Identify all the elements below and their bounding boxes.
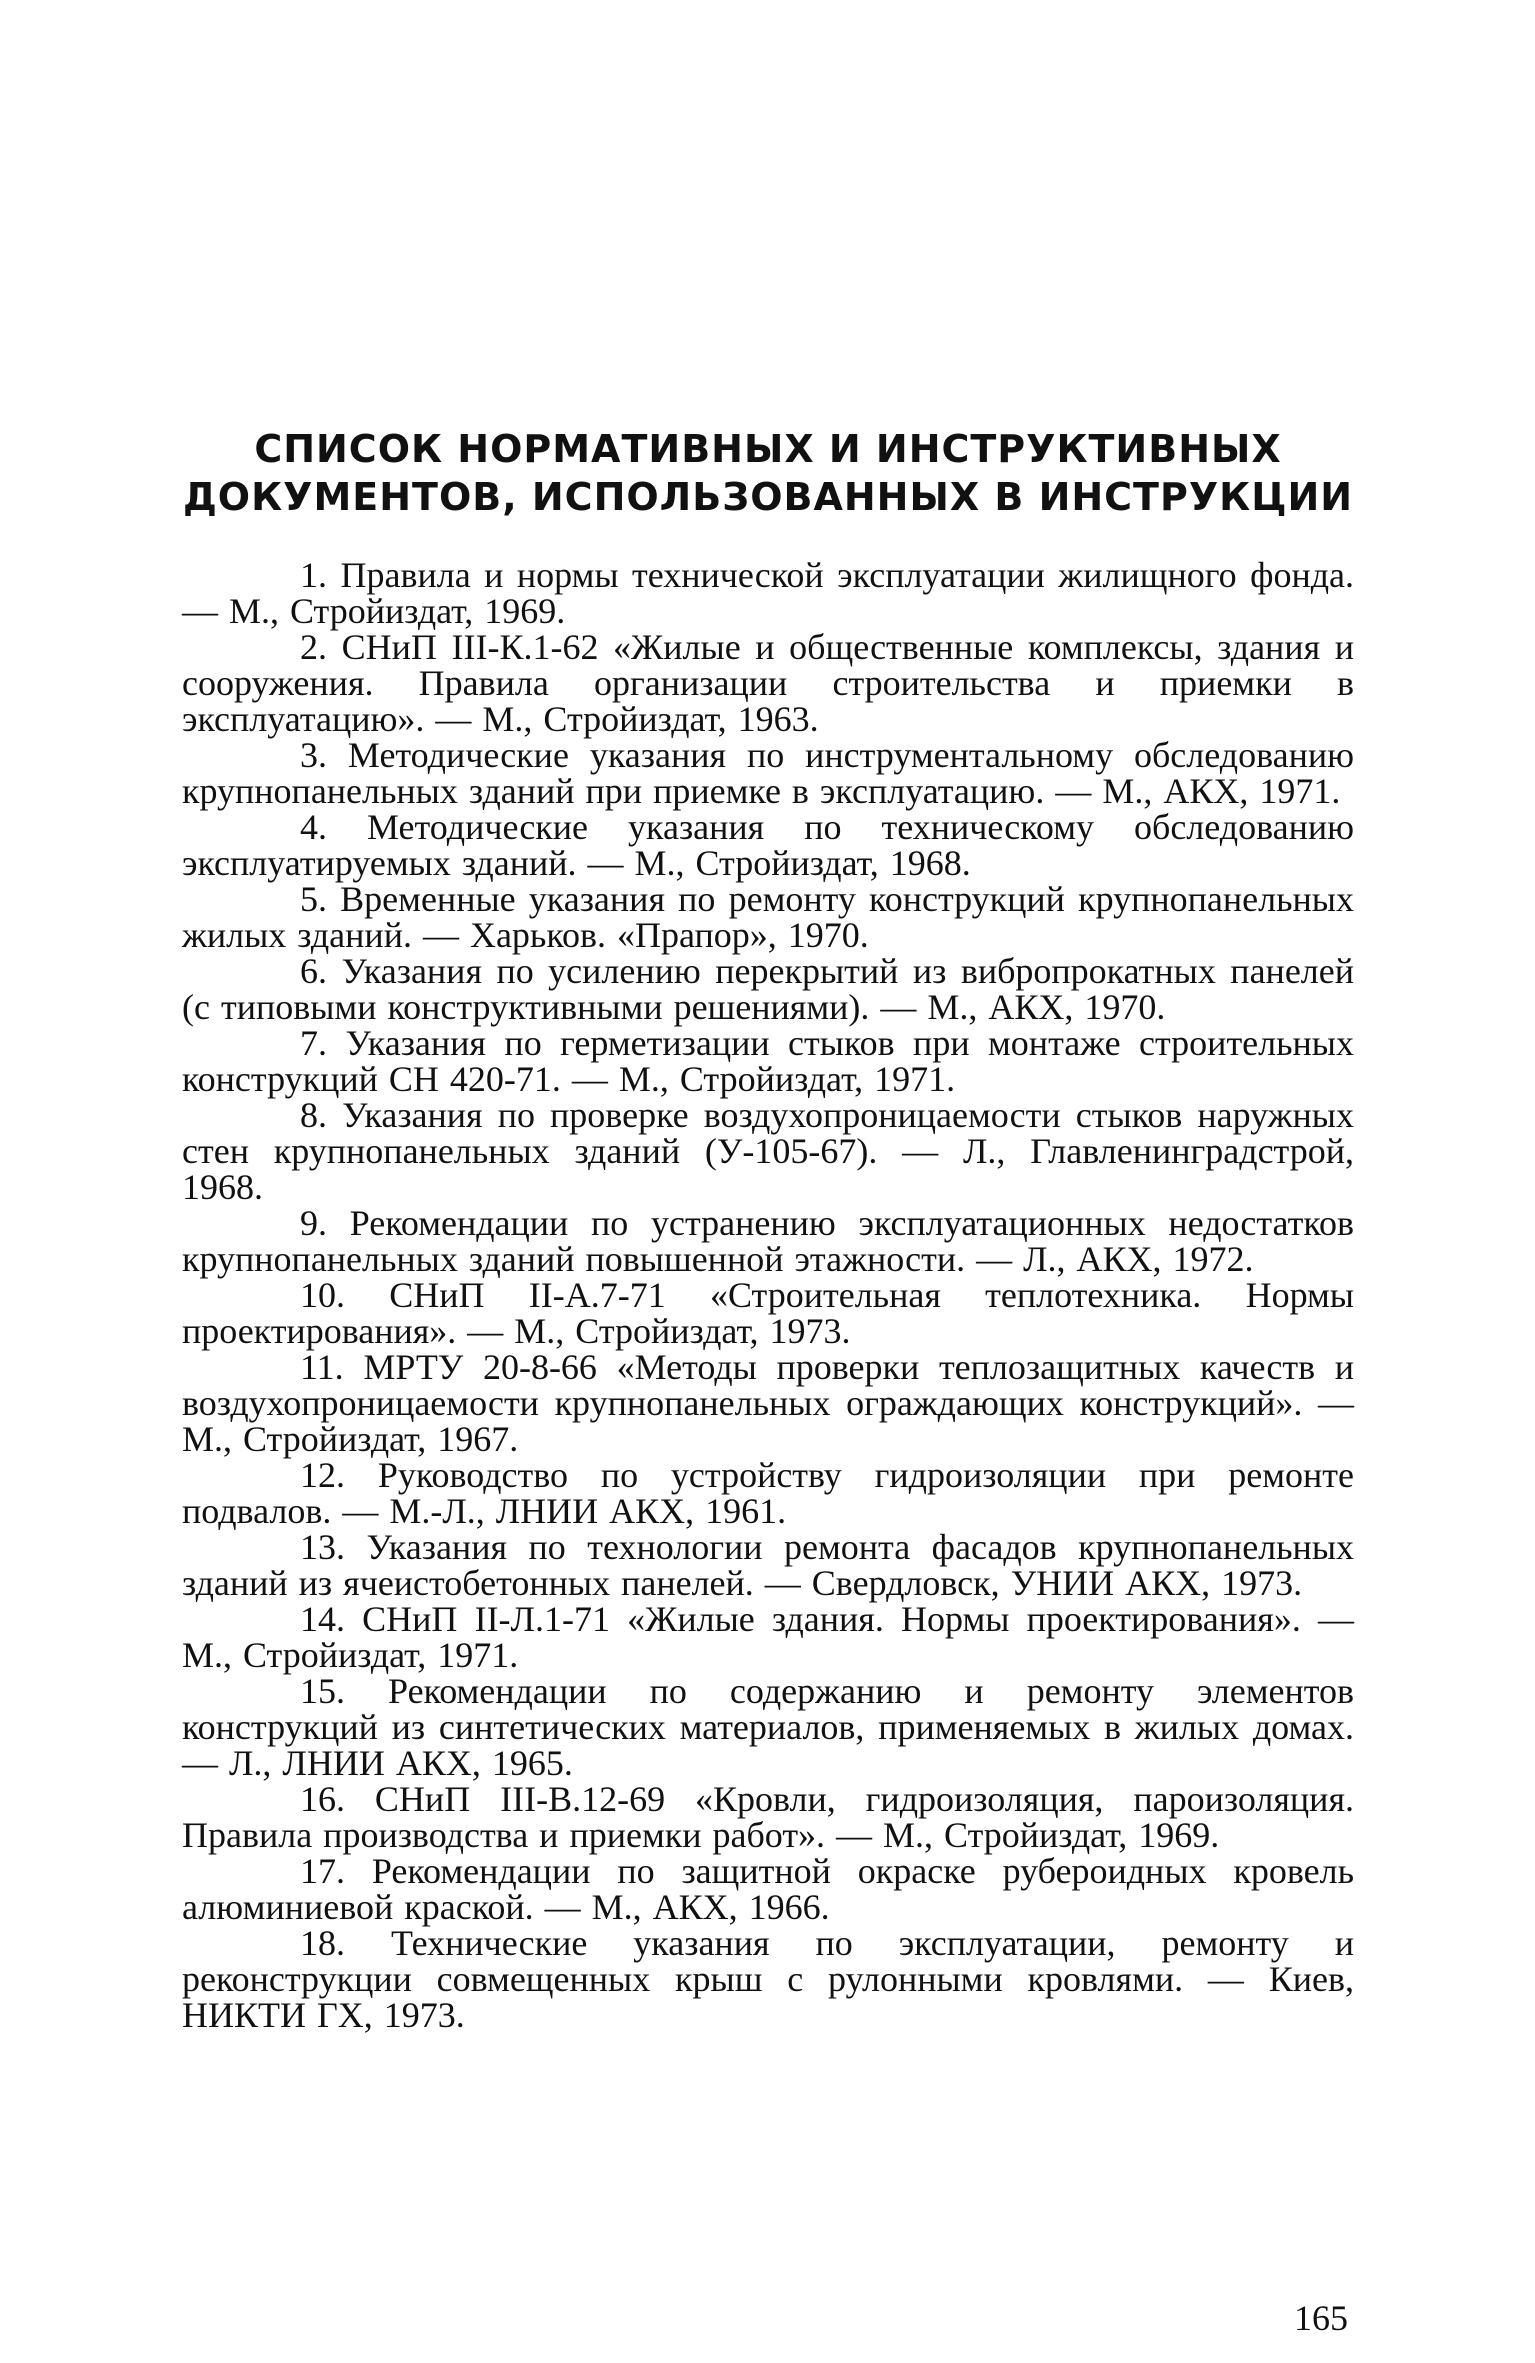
reference-text: СНиП II-Л.1-71 «Жилые здания. Нормы проектирования». — М., Стройиздат, 1971.	[182, 1599, 1355, 1675]
reference-number: 2.	[300, 627, 327, 667]
reference-text: Указания по проверке воздухопроницаемости стыков наружных стен крупнопанельных зданий (У-105-67). — Л., Главленинградстрой, 1968.	[182, 1095, 1354, 1207]
reference-text: СНиП III-К.1-62 «Жилые и общественные комплексы, здания и сооружения. Правила организации строительства и приемки в эксплуатацию». — М., Стройиздат, 1963.	[182, 627, 1354, 739]
title-line-2: ДОКУМЕНТОВ, ИСПОЛЬЗОВАННЫХ В ИНСТРУКЦИИ	[182, 475, 1354, 519]
reference-item	[182, 1529, 1354, 1601]
reference-text: Методические указания по инструментальному обследованию крупнопанельных зданий при приемке в эксплуатацию. — М., АКХ, 1971.	[182, 735, 1354, 811]
title-line-1: СПИСОК НОРМАТИВНЫХ И ИНСТРУКТИВНЫХ	[254, 427, 1282, 471]
reference-number: 1.	[300, 555, 327, 595]
reference-item	[182, 809, 1354, 881]
reference-item	[182, 629, 1354, 737]
reference-item	[182, 1457, 1354, 1529]
reference-number: 9.	[300, 1203, 327, 1243]
reference-text: СНиП II-А.7-71 «Строительная теплотехника. Нормы проектирования». — М., Стройиздат, 1973.	[182, 1275, 1354, 1351]
reference-item	[182, 1781, 1354, 1853]
reference-item	[182, 1025, 1354, 1097]
reference-text: Рекомендации по содержанию и ремонту элементов конструкций из синтетических материалов, применяемых в жилых домах. — Л., ЛНИИ АКХ, 1965.	[182, 1671, 1355, 1783]
reference-text: Указания по технологии ремонта фасадов крупнопанельных зданий из ячеистобетонных панелей. — Свердловск, УНИИ АКХ, 1973.	[182, 1527, 1355, 1603]
reference-text: Руководство по устройству гидроизоляции при ремонте подвалов. — М.-Л., ЛНИИ АКХ, 1961.	[182, 1455, 1355, 1531]
reference-item	[182, 557, 1354, 629]
reference-item	[182, 1205, 1354, 1277]
reference-item	[182, 953, 1354, 1025]
reference-number: 15.	[300, 1671, 345, 1711]
reference-text: Методические указания по техническому обследованию эксплуатируемых зданий. — М., Стройиздат, 1968.	[182, 807, 1355, 883]
reference-number: 4.	[300, 807, 327, 847]
reference-number: 16.	[300, 1779, 345, 1819]
reference-item	[182, 737, 1354, 809]
reference-number: 14.	[300, 1599, 345, 1639]
reference-text: Рекомендации по защитной окраске рубероидных кровель алюминиевой краской. — М., АКХ, 1966.	[182, 1851, 1355, 1927]
reference-number: 18.	[300, 1923, 345, 1963]
reference-item	[182, 1349, 1354, 1457]
reference-item	[182, 1601, 1354, 1673]
reference-item	[182, 1673, 1354, 1781]
reference-number: 13.	[300, 1527, 345, 1567]
reference-number: 6.	[300, 951, 327, 991]
reference-item	[182, 1853, 1354, 1925]
reference-number: 7.	[300, 1023, 327, 1063]
reference-text: Указания по герметизации стыков при монтаже строительных конструкций СН 420-71. — М., Стройиздат, 1971.	[182, 1023, 1354, 1099]
reference-text: МРТУ 20-8-66 «Методы проверки теплозащитных качеств и воздухопроницаемости крупнопанельных ограждающих конструкций». — М., Стройиздат, 1967.	[182, 1347, 1355, 1459]
reference-text: Временные указания по ремонту конструкций крупнопанельных жилых зданий. — Харьков. «Прапор», 1970.	[182, 879, 1354, 955]
reference-text: СНиП III-В.12-69 «Кровли, гидроизоляция, пароизоляция. Правила производства и приемки работ». — М., Стройиздат, 1969.	[182, 1779, 1354, 1855]
reference-text: Указания по усилению перекрытий из вибропрокатных панелей (с типовыми конструктивными решениями). — М., АКХ, 1970.	[182, 951, 1355, 1027]
reference-number: 10.	[300, 1275, 345, 1315]
reference-number: 3.	[300, 735, 327, 775]
reference-item	[182, 1925, 1354, 2033]
reference-number: 12.	[300, 1455, 345, 1495]
reference-text: Рекомендации по устранению эксплуатационных недостатков крупнопанельных зданий повышенной этажности. — Л., АКХ, 1972.	[182, 1203, 1354, 1279]
reference-text: Правила и нормы технической эксплуатации жилищного фонда. — М., Стройиздат, 1969.	[182, 555, 1355, 631]
reference-item	[182, 881, 1354, 953]
document-title	[182, 425, 1354, 521]
reference-item	[182, 1097, 1354, 1205]
page-number: 165	[1294, 2298, 1348, 2338]
reference-number: 17.	[300, 1851, 345, 1891]
reference-number: 8.	[300, 1095, 327, 1135]
reference-list	[182, 557, 1354, 2033]
reference-number: 11.	[300, 1347, 344, 1387]
reference-number: 5.	[300, 879, 327, 919]
reference-item	[182, 1277, 1354, 1349]
reference-text: Технические указания по эксплуатации, ремонту и реконструкции совмещенных крыш с рулонными кровлями. — Киев, НИКТИ ГХ, 1973.	[182, 1923, 1355, 2035]
